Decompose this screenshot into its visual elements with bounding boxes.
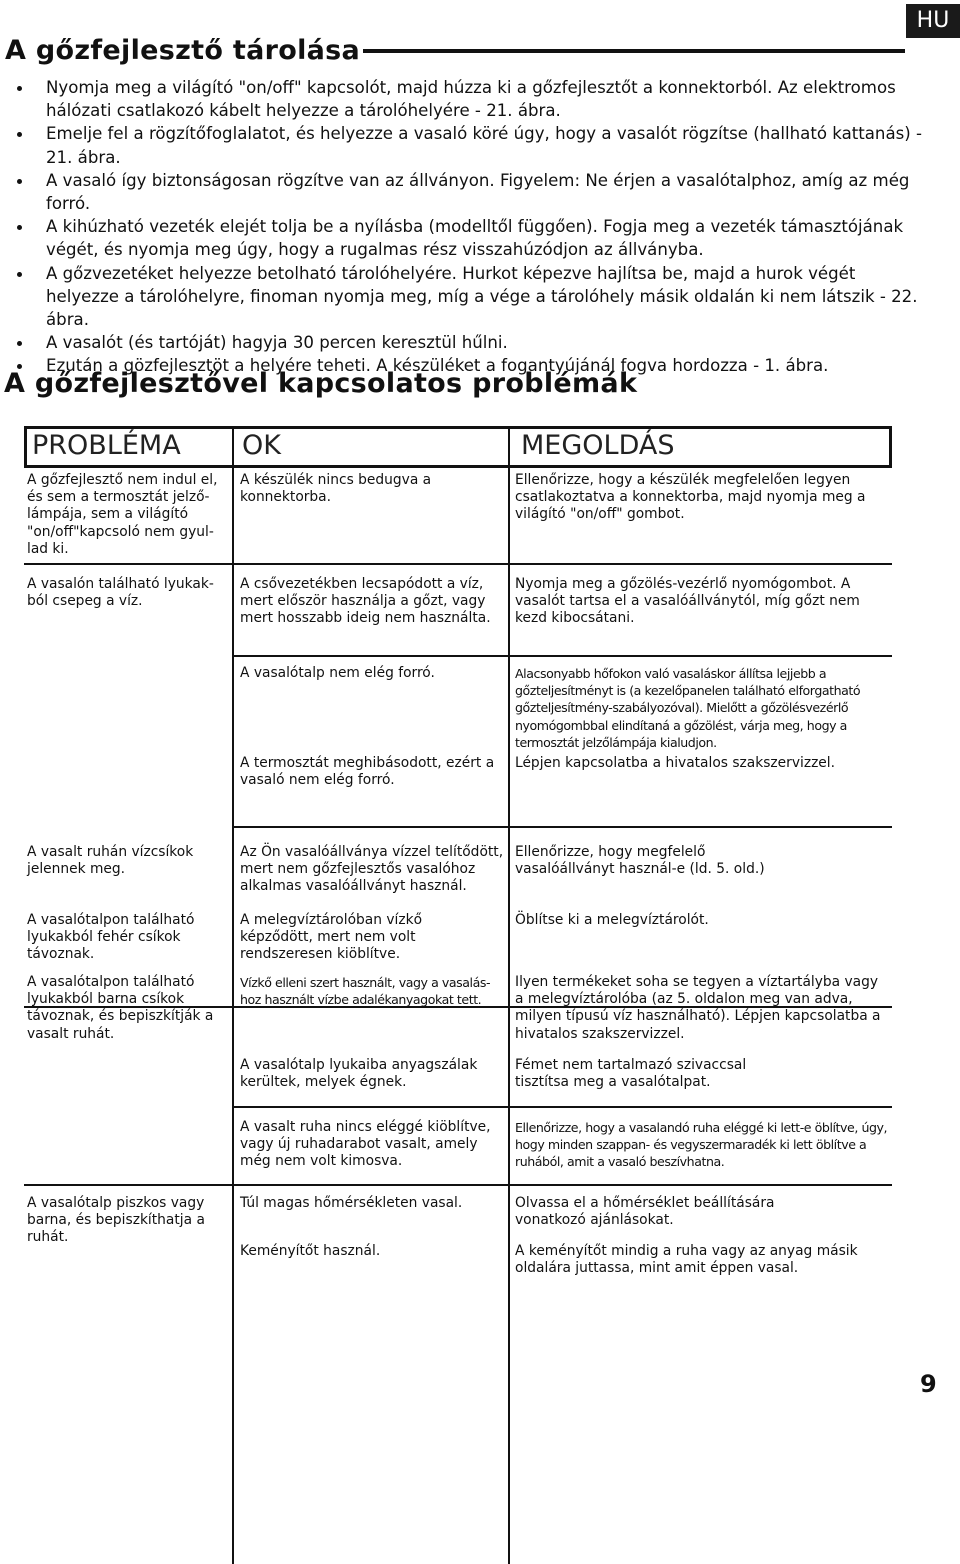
solution-cell: Ellenőrizze, hogy megfelelő vasalóállványt használ-e (ld. 5. old.) — [515, 844, 765, 878]
cause-cell: Keményítőt használ. — [240, 1243, 381, 1259]
storage-bullet-list — [12, 76, 922, 378]
problem-cell: A vasalón található lyukakból csepeg a víz. — [27, 576, 214, 610]
solution-cell: Öblítse ki a melegvíztárolót. — [515, 912, 709, 928]
section-title-storage: A gőzfejlesztő tárolása — [5, 35, 361, 66]
page-number: 9 — [920, 1370, 937, 1398]
bullet-item: A vasaló így biztonságosan rögzítve van az állványon. Figyelem: Ne érjen a vasalótalphoz, amíg az még forró. — [12, 169, 922, 215]
bullet-dot-icon — [17, 86, 22, 91]
column-header-cause: OK — [242, 430, 281, 461]
language-badge: HU — [906, 4, 960, 38]
solution-cell: Ilyen termékeket soha se tegyen a víztartályba vagy a melegvíztárolóba (az 5. oldalon meg van adva, milyen típusú víz használható). Lépjen kapcsolatba a hivatalos szakszervizzel. — [515, 974, 881, 1042]
bullet-dot-icon — [17, 132, 22, 137]
bullet-dot-icon — [17, 341, 22, 346]
bullet-dot-icon — [17, 272, 22, 277]
cause-cell: A vasalt ruha nincs eléggé kiöblítve, vagy új ruhadarabot vasalt, amely még nem volt kimosva. — [240, 1119, 491, 1170]
column-divider — [232, 426, 234, 1564]
bullet-item: A vasalót (és tartóját) hagyja 30 percen keresztül hűlni. — [12, 331, 922, 354]
problem-cell: A vasalt ruhán vízcsíkok jelennek meg. — [27, 844, 194, 878]
solution-cell: Lépjen kapcsolatba a hivatalos szakszervizzel. — [515, 755, 836, 771]
bullet-item: Emelje fel a rögzítőfoglalatot, és helyezze a vasaló köré úgy, hogy a vasalót rögzítse (hallható kattanás) - 21. ábra. — [12, 122, 922, 168]
bullet-item: Nyomja meg a világító "on/off" kapcsolót, majd húzza ki a gőzfejlesztőt a konnektorból. Az elektromos hálózati csatlakozó kábelt helyezze a tárolóhelyére - 21. ábra. — [12, 76, 922, 122]
solution-cell: Nyomja meg a gőzölés-vezérlő nyomógombot. A vasalót tartsa el a vasalóállványtól, míg gőzt nem kezd kibocsátani. — [515, 576, 860, 627]
problem-cell: A vasalótalpon található lyukakból fehér csíkok távoznak. — [27, 912, 195, 963]
column-header-solution: MEGOLDÁS — [521, 430, 675, 461]
column-header-problem: PROBLÉMA — [32, 430, 181, 461]
row-divider — [24, 563, 892, 565]
problem-cell: A vasalótalpon található lyukakból barna csíkok távoznak, és bepiszkítják a vasalt ruhát. — [27, 974, 214, 1042]
solution-cell: Ellenőrizze, hogy a készülék megfelelően legyen csatlakoztatva a konnektorba, majd nyomja meg a világító "on/off" gombot. — [515, 472, 866, 523]
cause-cell: A vasalótalp nem elég forró. — [240, 665, 435, 681]
solution-cell: Olvassa el a hőmérséklet beállítására vonatkozó ajánlásokat. — [515, 1195, 775, 1229]
row-divider — [24, 1184, 892, 1186]
row-divider — [232, 826, 892, 828]
problem-cell: A gőzfejlesztő nem indul el, és sem a termosztát jelzőlámpája, sem a világító "on/off"kapcsoló nem gyullad ki. — [27, 472, 218, 557]
bullet-dot-icon — [17, 225, 22, 230]
section-title-problems: A gőzfejlesztővel kapcsolatos problémák — [4, 368, 638, 399]
table-header-rule — [24, 465, 892, 468]
cause-cell: A csővezetékben lecsapódott a víz, mert először használja a gőzt, vagy mert hosszabb ideig nem használta. — [240, 576, 491, 627]
solution-cell: A keményítőt mindig a ruha vagy az anyag másik oldalára juttassa, mint amit éppen vasal. — [515, 1243, 858, 1277]
row-divider — [232, 1106, 892, 1108]
cause-cell: Túl magas hőmérsékleten vasal. — [240, 1195, 463, 1211]
column-divider — [508, 426, 510, 1564]
cause-cell: A készülék nincs bedugva a konnektorba. — [240, 472, 432, 506]
bullet-item: A kihúzható vezeték elejét tolja be a nyílásba (modelltől függően). Fogja meg a vezeték támasztójának végét, és nyomja meg úgy, hogy a rugalmas rész visszahúzódjon az állványba. — [12, 215, 922, 261]
cause-cell: Vízkő elleni szert használt, vagy a vasaláshoz használt vízbe adalékanyagokat tett. — [240, 975, 491, 1008]
table-border-right — [889, 426, 892, 468]
problem-cell: A vasalótalp piszkos vagy barna, és bepiszkíthatja a ruhát. — [27, 1195, 205, 1246]
solution-cell: Alacsonyabb hőfokon való vasaláskor állítsa lejjebb a gőzteljesítményt is (a kezelőpanelen található elforgatható gőzteljesítmény-szabályozóval). Mielőtt a gőzölésvezérlő nyomógombbal elindítaná a gőzölést, várja meg, hogy a termosztát jelzőlámpája kialudjon. — [515, 666, 861, 750]
row-divider — [232, 655, 892, 657]
bullet-dot-icon — [17, 179, 22, 184]
table-border-left — [24, 426, 27, 468]
cause-cell: Az Ön vasalóállványa vízzel telítődött, mert nem gőzfejlesztős vasalóhoz alkalmas vasalóállványt használ. — [240, 844, 504, 895]
cause-cell: A vasalótalp lyukaiba anyagszálak kerültek, melyek égnek. — [240, 1057, 478, 1091]
solution-cell: Ellenőrizze, hogy a vasalandó ruha eléggé ki lett-e öblítve, úgy, hogy minden szappan- és vegyszermaradék ki lett öblítve a ruhából, amit a vasaló beszívhatna. — [515, 1120, 888, 1170]
bullet-item: A gőzvezetéket helyezze betolható tárolóhelyére. Hurkot képezve hajlítsa be, majd a hurok végét helyezze a tárolóhelyre, finoman nyomja meg, míg a vége a tárolóhely másik oldalán ki nem látszik - 22. ábra. — [12, 262, 922, 332]
title-rule — [363, 49, 905, 53]
cause-cell: A termosztát meghibásodott, ezért a vasaló nem elég forró. — [240, 755, 495, 789]
bullet-item: Ezután a gözfejlesztöt a helyére teheti. A készüléket a fogantyújánál fogva hordozza - 1. ábra. — [12, 354, 922, 377]
cause-cell: A melegvíztárolóban vízkő képződött, mert nem volt rendszeresen kiöblítve. — [240, 912, 423, 963]
solution-cell: Fémet nem tartalmazó szivaccsal tisztítsa meg a vasalótalpat. — [515, 1057, 747, 1091]
